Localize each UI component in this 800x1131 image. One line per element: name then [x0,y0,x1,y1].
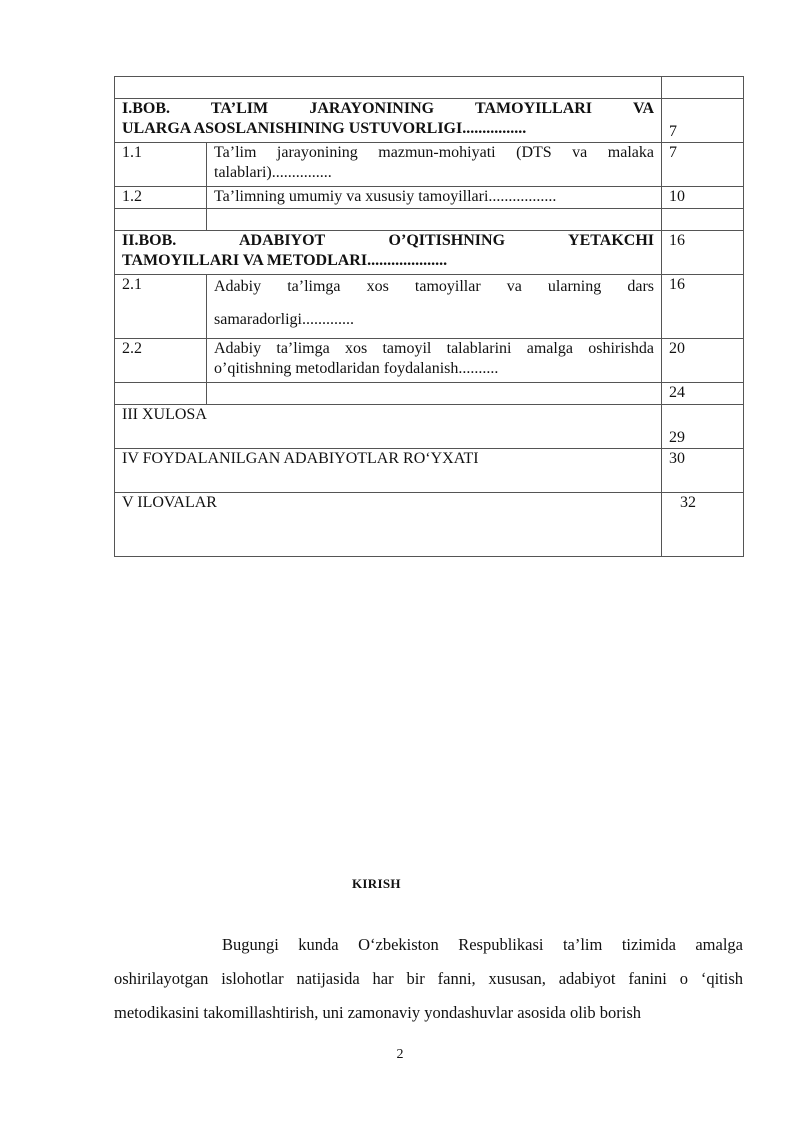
section-number: 2.1 [115,275,207,339]
toc-empty-row [115,77,744,99]
chapter-1-page: 7 [662,99,744,143]
chapter-2-page: 16 [662,231,744,275]
section-number: 1.2 [115,187,207,209]
chapter-2-title: II.BOB. ADABIYOT O’QITISHNING YETAKCHI TAMOYILLARI VA METODLARI.................... [115,231,662,275]
toc-row-1-1 [115,143,744,187]
section-page: 16 [662,275,744,339]
section-title: Ta’lim jarayonining mazmun-mohiyati (DTS va malaka talablari)............... [207,143,662,187]
conclusion-title: III XULOSA [115,405,662,449]
section-page: 20 [662,339,744,383]
conclusion-page: 29 [662,405,744,449]
references-title: IV FOYDALANILGAN ADABIYOTLAR RO‘YXATI [115,449,662,493]
section-title: Adabiy ta’limga xos tamoyil talablarini amalga oshirishda o’qitishning metodlaridan foydalanish.......... [207,339,662,383]
section-number: 2.2 [115,339,207,383]
toc-blank-row [115,383,744,405]
appendices-page: 32 [662,493,744,557]
toc-row-1-2 [115,187,744,209]
toc-row-references [115,449,744,493]
toc-row-conclusion [115,405,744,449]
toc-row-2-1 [115,275,744,339]
section-title: Adabiy ta’limga xos tamoyillar va ularning dars samaradorligi............. [207,275,662,339]
appendices-title: V ILOVALAR [115,493,662,557]
section-heading: KIRISH [352,876,401,891]
section-title: Ta’limning umumiy va xususiy tamoyillari................. [207,187,662,209]
toc-row-2-2 [115,339,744,383]
intro-paragraph: Bugungi kunda O‘zbekiston Respublikasi ta’lim tizimida amalga oshirilayotgan islohotlar natijasida har bir fanni, xususan, adabiyot fanini o ‘qitish metodikasini takomillashtirish, uni zamonaviy yondashuvlar asosida olib borish [114,935,743,1022]
table-of-contents [114,76,744,557]
references-page: 30 [662,449,744,493]
page-number: 2 [396,1047,404,1062]
section-page: 7 [662,143,744,187]
toc-row-chapter-1 [115,99,744,143]
toc-row-appendices [115,493,744,557]
section-number: 1.1 [115,143,207,187]
toc-row-chapter-2 [115,231,744,275]
section-page: 10 [662,187,744,209]
toc-empty-row [115,209,744,231]
blank-row-page: 24 [662,383,744,405]
chapter-1-title: I.BOB. TA’LIM JARAYONINING TAMOYILLARI VA ULARGA ASOSLANISHINING USTUVORLIGI................ [115,99,662,143]
